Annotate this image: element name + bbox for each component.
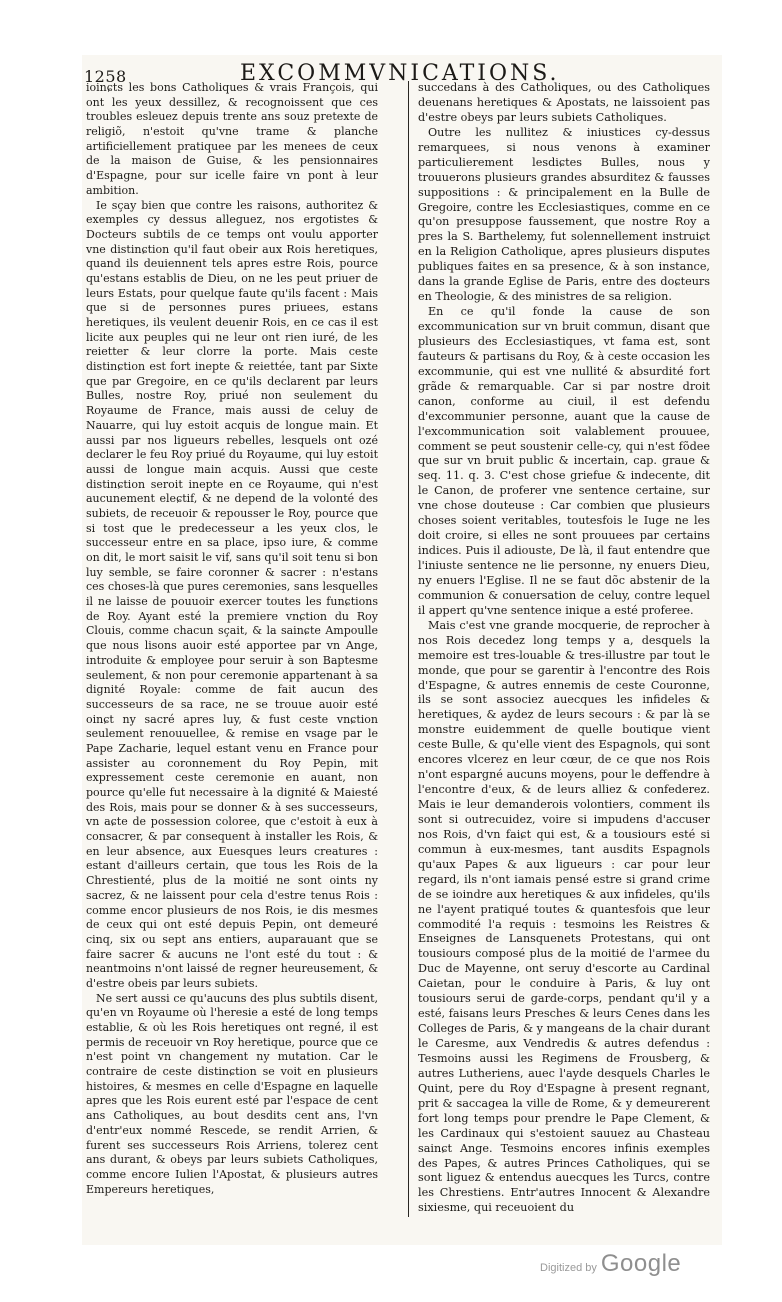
paragraph: succedans à des Catholiques, ou des Catholiques deuenans heretiques & Apostats, ne laissoient pas d'estre obeys par leurs subiets Catholiques. xyxy=(418,81,710,124)
right-column xyxy=(418,81,710,1216)
google-logo: Google xyxy=(600,1250,682,1277)
page-number: 1258 xyxy=(84,67,127,86)
paragraph: ioinɕts les bons Catholiques & vrais François, qui ont les yeux dessillez, & recognoissent que ces troubles esleuez depuis trente ans souz pretexte de religiõ, n'estoit qu'vne trame & planche artificiellement pratiquee par les menees de ceux de la maison de Guise, & les pensionnaires d'Espagne, pour sur icelle faire vn pont à leur ambition. xyxy=(86,81,378,197)
paragraph: Ie sçay bien que contre les raisons, authoritez & exemples cy dessus alleguez, nos ergotistes & Docteurs subtils de ce temps ont voulu apporter vne distinɕtion qu'il faut obeir aux Rois heretiques, quand ils deuiennent tels apres estre Rois, pource qu'estans establis de Dieu, on ne les peut priuer de leurs Estats, pour quelque faute qu'ils facent : Mais que si de personnes pures priuees, estans heretiques, ils veulent deuenir Rois, en ce cas il est licite aux peuples qui ne leur ont rien iuré, de les reietter & leur clorre la porte. Mais ceste distinɕtion est fort inepte & reiettée, tant par Sixte que par Gregoire, en ce qu'ils declarent par leurs Bulles, nostre Roy, priué non seulement du Royaume de France, mais aussi de celuy de Nauarre, qui luy estoit acquis de longue main. Et aussi par nos ligueurs rebelles, lesquels ont ozé declarer le feu Roy priué du Royaume, qui luy estoit aussi de longue main acquis. Aussi que ceste distinɕtion seroit inepte en ce Royaume, qui n'est aucunement eleɕtif, & ne depend de la volonté des subiets, de receuoir & repousser le Roy, pource que si tost que le predecesseur a les yeux clos, le successeur entre en sa place, ipso iure, & comme on dit, le mort saisit le vif, sans qu'il soit tenu si bon luy semble, se faire coronner & sacrer : n'estans ces choses-là que pures ceremonies, sans lesquelles il ne laisse de pouuoir exercer toutes les funɕtions de Roy. Ayant esté la premiere vnɕtion du Roy Clouis, comme chacun sçait, & la sainɕte Ampoulle que nous lisons auoir esté apportee par vn Ange, introduite & employee pour seruir à son Baptesme seulement, & non pour ceremonie appartenant à sa dignité Royale: comme de fait aucun des successeurs de sa race, ne se trouue auoir esté oinɕt ny sacré apres luy, & fust ceste vnɕtion seulement renouuellee, & remise en vsage par le Pape Zacharie, lequel estant venu en France pour assister au coronnement du Roy Pepin, mit expressement ceste ceremonie en auant, non pource qu'elle fut necessaire à la dignité & Maiesté des Rois, mais pour se donner & à ses successeurs, vn aɕte de possession coloree, que c'estoit à eux à consacrer, & par consequent à installer les Rois, & en leur absence, aux Euesques leurs creatures : estant d'ailleurs certain, que tous les Rois de la Chrestienté, plus de la moitié ne sont oints ny sacrez, & ne laissent pour cela d'estre tenus Rois : comme encor plusieurs de nos Rois, ie dis mesmes de ceux qui ont esté depuis Pepin, ont demeuré cinq, six ou sept ans entiers, auparauant que se faire sacrer & aucuns ne l'ont esté du tout : & neantmoins n'ont laissé de regner heureusement, & d'estre obeis par leurs subiets. xyxy=(86,198,378,990)
column-divider xyxy=(408,81,409,1217)
paragraph: Outre les nullitez & iniustices cy-dessus remarquees, si nous venons à examiner particulierement lesdiɕtes Bulles, nous y trouuerons plusieurs grandes absurditez & fausses suppositions : & principalement en la Bulle de Gregoire, contre les Ecclesiastiques, comme en ce qu'on presuppose faussement, que nostre Roy a pres la S. Barthelemy, fut solennellement instruiɕt en la Religion Catholique, apres plusieurs disputes publiques faites en sa presence, & à son instance, dans la grande Eglise de Paris, entre des doɕteurs en Theologie, & des ministres de sa religion. xyxy=(418,125,710,304)
book-page xyxy=(82,55,722,1245)
digitized-label: Digitized by xyxy=(540,1262,597,1274)
running-title: EXCOMMVNICATIONS. xyxy=(240,61,560,86)
paragraph: Ne sert aussi ce qu'aucuns des plus subtils disent, qu'en vn Royaume où l'heresie a esté de long temps establie, & où les Rois heretiques ont regné, il est permis de receuoir vn Roy heretique, pource que ce n'est point vn changement ny mutation. Car le contraire de ceste distinɕtion se voit en plusieurs histoires, & mesmes en celle d'Espagne en laquelle apres que les Rois eurent esté par l'espace de cent ans Catholiques, au bout desdits cent ans, l'vn d'entr'eux nommé Rescede, se rendit Arrien, & furent ses successeurs Rois Arriens, tolerez cent ans durant, & obeys par leurs subiets Catholiques, comme encore Iulien l'Apostat, & plusieurs autres Empereurs heretiques, xyxy=(86,991,378,1196)
paragraph: Mais c'est vne grande mocquerie, de reprocher à nos Rois decedez long temps y a, desquels la memoire est tres-louable & tres-illustre par tout le monde, que pour se garentir à l'encontre des Rois d'Espagne, & autres ennemis de ceste Couronne, ils se sont associez auecques les infideles & heretiques, & aydez de leurs secours : & par là se monstre euidemment de quelle boutique vient ceste Bulle, & qu'elle vient des Espagnols, qui sont encores vlcerez en leur cœur, de ce que nos Rois n'ont espargné aucuns moyens, pour le deffendre à l'encontre d'eux, & de leurs alliez & confederez. Mais ie leur demanderois volontiers, comment ils sont si outrecuidez, voire si impudens d'accuser nos Rois, d'vn faiɕt qui est, & a tousiours esté si commun à eux-mesmes, tant ausdits Espagnols qu'aux Papes & aux ligueurs : car pour leur regard, ils n'ont iamais pensé estre si grand crime de se ioindre aux heretiques & aux infideles, qu'ils ne l'ayent pratiqué toutes & quantesfois que leur commodité l'a requis : tesmoins les Reistres & Enseignes de Lansquenets Protestans, qui ont tousiours composé plus de la moitié de l'armee du Duc de Mayenne, ont seruy d'escorte au Cardinal Caietan, pour le conduire à Paris, & luy ont tousiours serui de garde-corps, pendant qu'il y a esté, faisans leurs Presches & leurs Cenes dans les Colleges de Paris, & y mangeans de la chair durant le Caresme, aux Vendredis & autres defendus : Tesmoins aussi les Regimens de Frousberg, & autres Lutheriens, auec l'ayde desquels Charles le Quint, pere du Roy d'Espagne à present regnant, prit & saccagea la ville de Rome, & y demeurerent fort long temps pour prendre le Pape Clement, & les Cardinaux qui s'estoient sauuez au Chasteau sainɕt Ange. Tesmoins encores infinis exemples des Papes, & autres Princes Catholiques, qui se sont liguez & entendus auecques les Turcs, contre les Chrestiens. Entr'autres Innocent & Alexandre sixiesme, qui receuoient du xyxy=(418,618,710,1215)
paragraph: En ce qu'il fonde la cause de son excommunication sur vn bruit commun, disant que plusieurs des Ecclesiastiques, vt fama est, sont fauteurs & partisans du Roy, & à ceste occasion les excommunie, qui est vne nullité & absurdité fort grãde & remarquable. Car si par nostre droit canon, conforme au ciuil, il est defendu d'excommunier personne, auant que la cause de l'excommunication soit valablement prouuee, comment se peut soustenir celle-cy, qui n'est fõdee que sur vn bruit public & incertain, cap. graue & seq. 11. q. 3. C'est chose griefue & indecente, dit le Canon, de proferer vne sentence certaine, sur vne chose douteuse : Car combien que plusieurs choses soient veritables, toutesfois le Iuge ne les doit croire, si elles ne sont prouuees par certains indices. Puis il adiouste, De là, il faut entendre que l'iniuste sentence ne lie personne, ny enuers Dieu, ny enuers l'Eglise. Il ne se faut dõc abstenir de la communion & conuersation de celuy, contre lequel il appert qu'vne sentence inique a esté proferee. xyxy=(418,305,710,617)
digitized-watermark xyxy=(540,1250,681,1278)
left-column xyxy=(86,81,378,1197)
